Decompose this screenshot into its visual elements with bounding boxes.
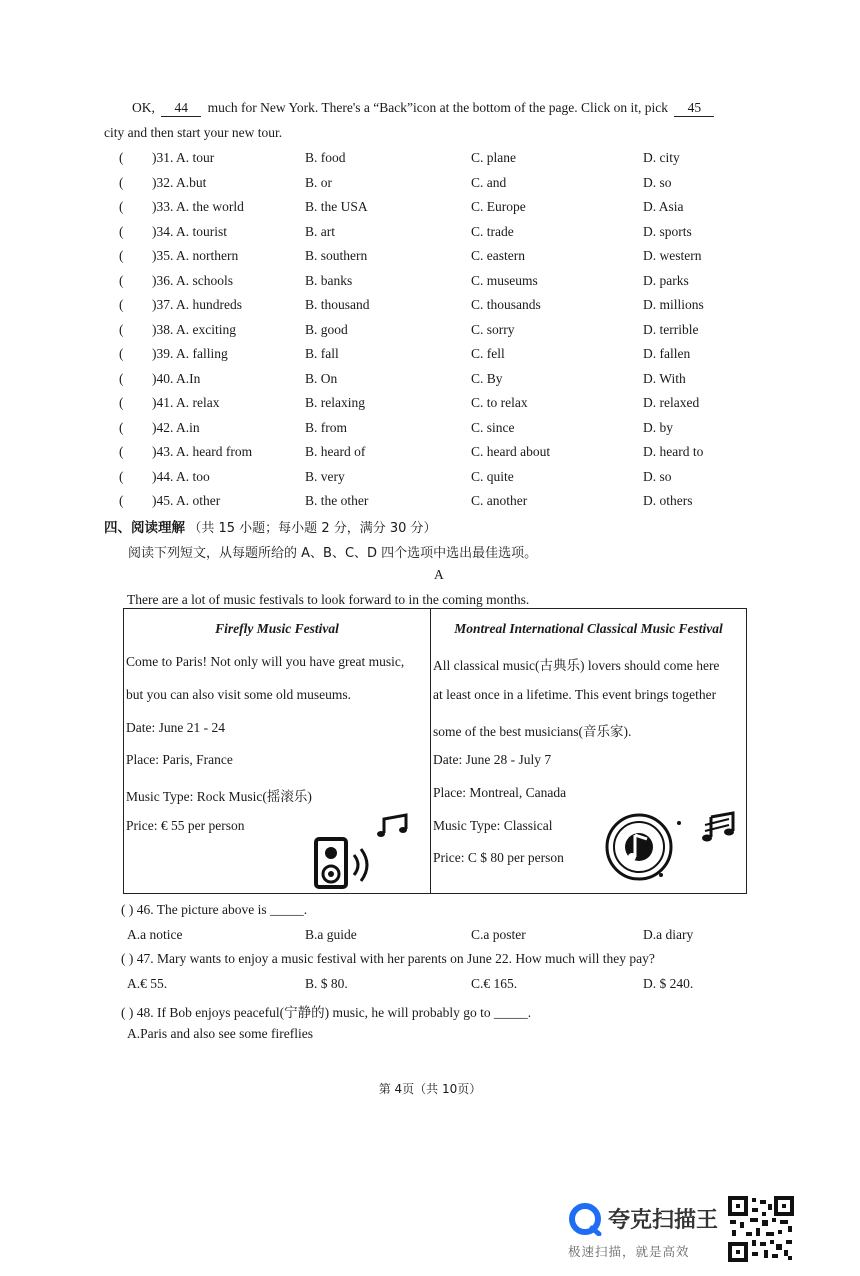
montreal-line: at least once in a lifetime. This event brings together [433,687,717,702]
question-option-b: B. art [305,223,335,239]
blank-45: 45 [674,100,714,117]
question-row [0,297,860,321]
question-row [0,395,860,419]
passage-line-2: city and then start your new tour. [104,125,283,140]
question-option-b: B. from [305,419,347,435]
question-option-d: D. so [643,174,672,190]
answer-bracket[interactable]: ( [119,150,124,165]
question-option-d: D. heard to [643,444,704,459]
answer-bracket[interactable]: ( [119,321,124,337]
answer-bracket[interactable]: ( [119,395,124,410]
answer-bracket[interactable]: ( [119,370,124,386]
firefly-place: Place: Paris, France [126,752,233,767]
question-option-d: D. terrible [643,321,699,337]
question-option-c: C. quite [471,468,514,484]
answer-bracket[interactable]: ( [119,468,124,484]
question-option-b: B. the USA [305,199,368,214]
question-option-d: D. fallen [643,346,691,361]
montreal-date: Date: June 28 - July 7 [433,752,552,767]
question-option-b: B. good [305,321,348,337]
passage-label: A [434,567,444,582]
option: A.a notice [127,927,183,942]
question-option-d: D. relaxed [643,395,700,410]
question-option-a: )37. A. hundreds [152,297,242,312]
question-option-a: )41. A. relax [152,395,220,410]
montreal-music-type: Music Type: Classical [433,818,553,833]
question-option-b: B. fall [305,346,339,361]
firefly-date: Date: June 21 - 24 [126,720,225,735]
question-option-a: )33. A. the world [152,199,244,214]
brand-slogan: 极速扫描，就是高效 [568,1244,690,1259]
question-option-b: B. banks [305,272,353,288]
section-title: 四、阅读理解 [104,520,185,536]
brand-logo-icon [568,1202,602,1236]
montreal-title: Montreal International Classical Music Festival [454,621,723,636]
answer-bracket[interactable]: ( [119,272,124,288]
firefly-title: Firefly Music Festival [215,621,339,636]
question-row [0,248,860,272]
question-47-options [0,976,860,1000]
question-48-stem: ( ) 48. If Bob enjoys peaceful(宁静的) music, he will probably go to _____. [121,1005,532,1020]
question-option-d: D. parks [643,272,689,288]
music-disc-icon [599,801,739,887]
speaker-icon [308,813,414,891]
question-row [0,150,860,174]
question-option-d: D. so [643,468,672,484]
question-option-c: C. Europe [471,199,526,214]
question-46-options [0,927,860,951]
question-option-d: D. city [643,150,680,165]
question-option-b: B. very [305,468,345,484]
question-option-c: C. heard about [471,444,551,459]
question-option-d: D. western [643,248,702,263]
montreal-line: some of the best musicians(音乐家). [433,724,632,739]
question-option-a: )45. A. other [152,493,221,508]
option: C.a poster [471,927,526,942]
answer-bracket[interactable]: ( [119,419,124,435]
question-option-b: B. food [305,150,346,165]
option: D. $ 240. [643,976,694,991]
question-47-stem: ( ) 47. Mary wants to enjoy a music festival with her parents on June 22. How much will they pay? [121,951,655,966]
question-option-c: C. since [471,419,515,435]
question-option-d: D. millions [643,297,704,312]
question-option-b: B. heard of [305,444,366,459]
answer-bracket[interactable]: ( [119,493,124,508]
question-option-c: C. fell [471,346,505,361]
question-row [0,371,860,395]
answer-bracket[interactable]: ( [119,199,124,214]
question-option-b: B. southern [305,248,368,263]
firefly-festival-cell [124,609,431,894]
qr-code-icon [728,1196,794,1262]
question-option-a: )44. A. too [152,468,210,484]
firefly-line: Come to Paris! Not only will you have great music, [126,654,405,669]
firefly-music-type: Music Type: Rock Music(摇滚乐) [126,789,312,804]
option: C.€ 165. [471,976,518,991]
question-option-c: C. eastern [471,248,525,263]
blank-44: 44 [161,100,201,117]
question-row [0,199,860,223]
option: A.Paris and also see some fireflies [127,1026,313,1041]
festival-poster-table [123,608,747,894]
passage-text: much for New York. There's a “Back”icon at the bottom of the page. Click on it, pick [207,100,668,115]
question-option-b: B. the other [305,493,369,508]
question-row [0,224,860,248]
question-row [0,444,860,468]
question-option-a: )32. A.but [152,174,207,190]
montreal-place: Place: Montreal, Canada [433,785,567,800]
question-option-c: C. thousands [471,297,541,312]
answer-bracket[interactable]: ( [119,297,124,312]
question-row [0,273,860,297]
montreal-line: All classical music(古典乐) lovers should come here [433,658,720,673]
passage-line-1 [132,100,714,117]
option: D.a diary [643,927,694,942]
firefly-price: Price: € 55 per person [126,818,245,833]
answer-bracket[interactable]: ( [119,248,124,263]
passage-text: OK, [132,100,155,115]
question-option-c: C. another [471,493,528,508]
question-option-b: B. relaxing [305,395,365,410]
option: B.a guide [305,927,357,942]
question-option-c: C. sorry [471,321,515,337]
question-option-c: C. By [471,370,503,386]
question-row [0,420,860,444]
question-option-a: )38. A. exciting [152,321,236,337]
section-note: （共 15 小题；每小题 2 分，满分 30 分） [188,521,437,536]
question-option-a: )36. A. schools [152,272,233,288]
question-option-d: D. others [643,493,693,508]
question-option-a: )39. A. falling [152,346,228,361]
answer-bracket[interactable]: ( [119,346,124,361]
answer-bracket[interactable]: ( [119,444,124,459]
question-option-c: C. museums [471,272,538,288]
question-option-d: D. With [643,370,686,386]
page-footer: 第 4页（共 10页） [378,1082,482,1096]
question-option-a: )35. A. northern [152,248,239,263]
question-option-a: )42. A.in [152,419,200,435]
question-option-c: C. to relax [471,395,528,410]
section-instruction: 阅读下列短文，从每题所给的 A、B、C、D 四个选项中选出最佳选项。 [128,546,538,561]
question-option-d: D. sports [643,223,692,239]
passage-intro: There are a lot of music festivals to look forward to in the coming months. [127,592,530,607]
question-option-c: C. and [471,174,507,190]
question-option-a: )43. A. heard from [152,444,253,459]
question-46-stem: ( ) 46. The picture above is _____. [121,902,308,917]
answer-bracket[interactable]: ( [119,223,124,239]
question-option-c: C. plane [471,150,516,165]
question-option-a: )34. A. tourist [152,223,228,239]
question-row [0,469,860,493]
question-option-a: )31. A. tour [152,150,215,165]
question-row [0,322,860,346]
montreal-price: Price: C $ 80 per person [433,850,564,865]
question-option-a: )40. A.In [152,370,201,386]
option: B. $ 80. [305,976,348,991]
firefly-line: but you can also visit some old museums. [126,687,351,702]
question-row [0,346,860,370]
question-row [0,493,860,517]
question-option-c: C. trade [471,223,514,239]
question-option-b: B. thousand [305,297,370,312]
question-row [0,175,860,199]
question-option-d: D. Asia [643,199,684,214]
question-option-b: B. On [305,370,338,386]
question-option-d: D. by [643,419,673,435]
option: A.€ 55. [127,976,168,991]
brand-name: 夸克扫描王 [608,1208,719,1233]
question-option-b: B. or [305,174,332,190]
answer-bracket[interactable]: ( [119,174,124,190]
montreal-festival-cell [431,609,747,894]
section-heading [104,516,437,536]
